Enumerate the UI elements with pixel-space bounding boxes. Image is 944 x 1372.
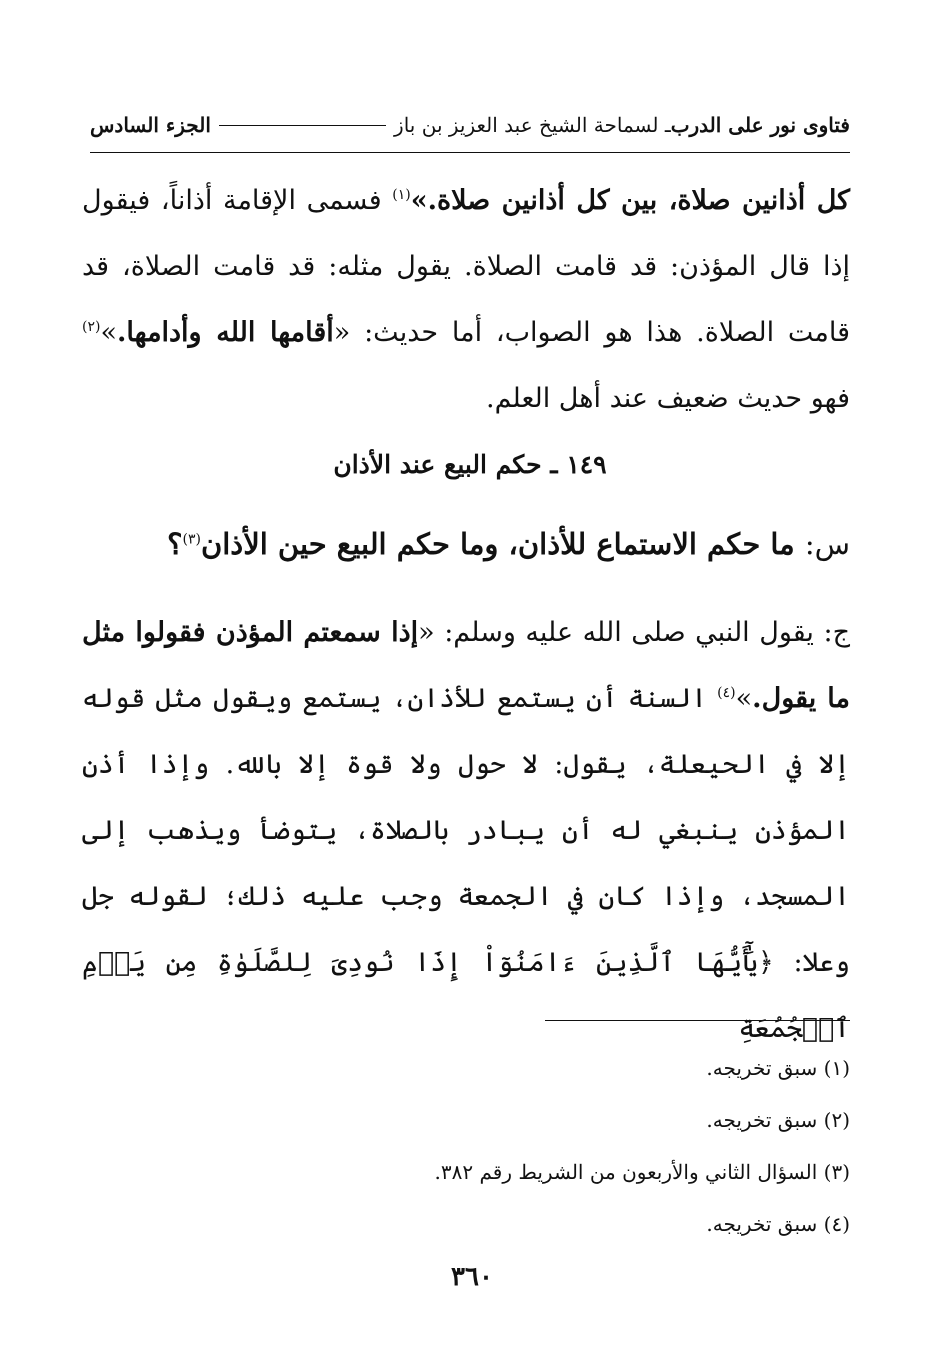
answer-part-2: السنة أن يستمع للأذان، يستمع ويقول مثل قوله إلا في الحيعلة، يقول: لا حول ولا قوة إلا بالله. وإذا أذن المؤذن ينبغي له أن يبادر بالصلاة، يتوضأ ويذهب إلى المسجد، وإذا كان في الجمعة وجب عليه ذلك؛ لقوله جل وعلا: ﴿ [82, 683, 850, 978]
footnote-1: (١) سبق تخريجه. [706, 1056, 850, 1080]
answer-label: ج: [823, 617, 850, 648]
footnote-ref-3: (٣) [182, 531, 201, 548]
header-divider [90, 152, 850, 153]
footnote-divider [545, 1020, 850, 1021]
footnote-ref-1: (١) [392, 187, 411, 203]
footnote-ref-2: (٢) [82, 319, 101, 335]
header-dash-rule [219, 125, 386, 126]
volume-label: الجزء السادس [90, 113, 211, 137]
paragraph-text [82, 168, 850, 432]
answer-text [82, 600, 850, 1062]
book-title: فتاوى نور على الدرب [670, 113, 850, 137]
footnote-2: (٢) سبق تخريجه. [706, 1108, 850, 1132]
quote-close-2: » [735, 683, 753, 714]
question-text: ما حكم الاستماع للأذان، وما حكم البيع حين الأذان [200, 527, 805, 561]
continuation-paragraph [82, 168, 850, 432]
quran-verse: يَٰٓأَيُّهَا ٱلَّذِينَ ءَامَنُوٓاْ إِذَا نُودِىَ لِلصَّلَوٰةِ مِن يَوۡمِ ٱلۡجُمُعَةِ [82, 947, 850, 1044]
page-number: ٣٦٠ [451, 1262, 493, 1292]
footnote-ref-4: (٤) [717, 685, 736, 701]
paragraph-part: فسمى الإقامة أذاناً، فيقول إذا قال المؤذن: قد قامت الصلاة. يقول مثله: قد قامت الصلاة، قد قامت الصلاة. هذا هو الصواب، أما حديث: « [82, 185, 851, 348]
question-label: س: [804, 527, 850, 561]
hadith-quote-3: إذا سمعتم المؤذن فقولوا مثل ما يقول. [82, 617, 850, 714]
hadith-quote: كل أذانين صلاة، بين كل أذانين صلاة.» [410, 185, 850, 216]
footnote-4: (٤) سبق تخريجه. [706, 1212, 850, 1236]
footnotes [90, 1042, 850, 1250]
running-header [90, 110, 850, 140]
quote-close: » [100, 317, 117, 348]
author-name: ـ لسماحة الشيخ عبد العزيز بن باز [394, 113, 671, 137]
answer-part: يقول النبي صلى الله عليه وسلم: « [418, 617, 824, 648]
answer-paragraph [82, 600, 850, 1062]
hadith-quote-2: أقامها الله وأدامها. [117, 317, 334, 348]
question [90, 520, 850, 568]
paragraph-end: فهو حديث ضعيف عند أهل العلم. [485, 383, 850, 414]
question-mark: ؟ [167, 527, 183, 561]
section-heading: ١٤٩ ـ حكم البيع عند الأذان [333, 450, 607, 479]
footnote-3: (٣) السؤال الثاني والأربعون من الشريط رقم ٣٨٢. [434, 1160, 850, 1184]
